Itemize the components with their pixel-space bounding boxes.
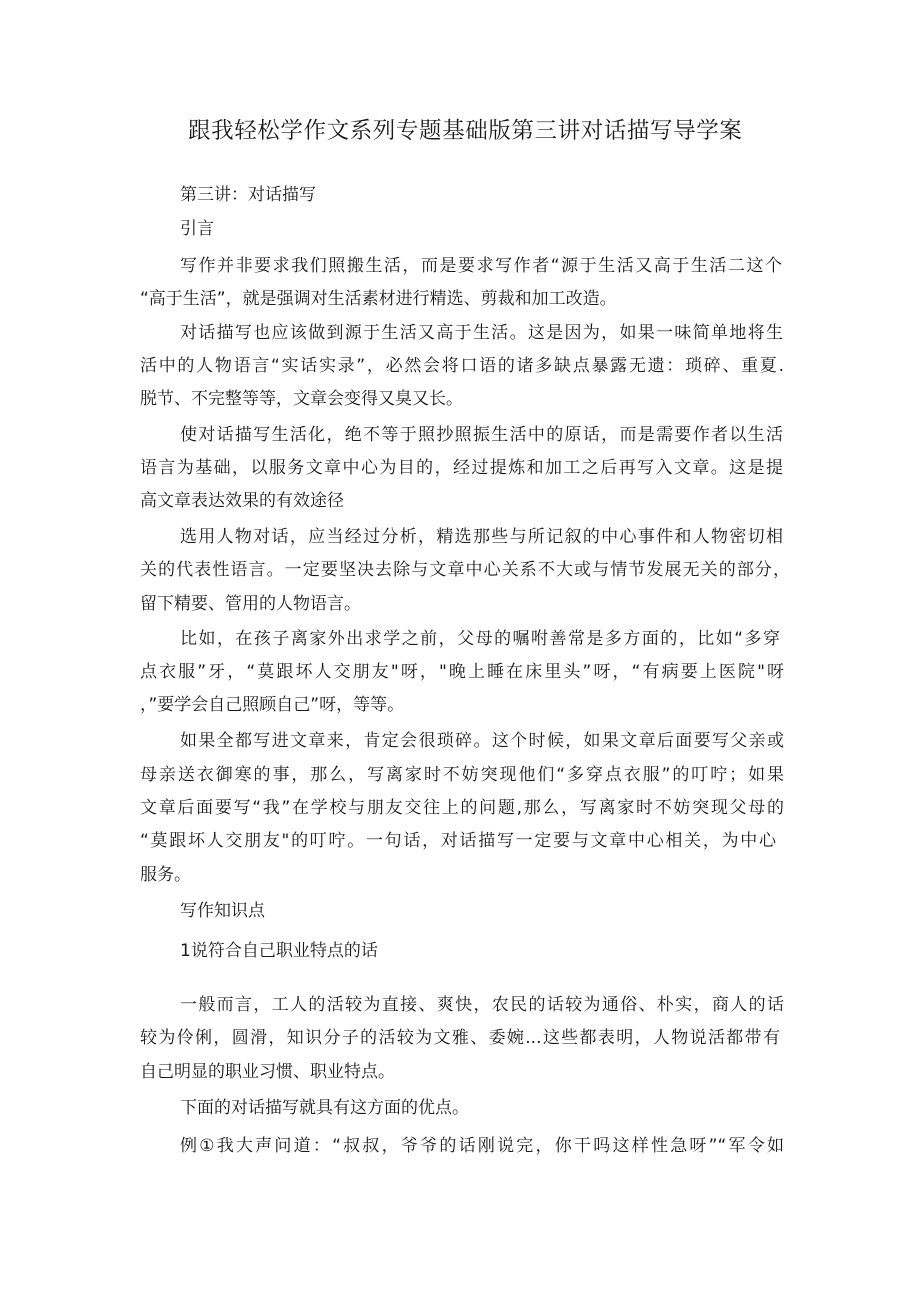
paragraph-line: “莫跟坏人交朋友"的叮咛。一句话，对话描写一定要与文章中心相关，为中心 [140, 831, 776, 851]
paragraph-line: 对话描写也应该做到源于生活又高于生活。这是因为，如果一味简单地将生 [180, 323, 783, 343]
subsection-heading: 1说符合自己职业特点的话 [180, 941, 378, 961]
paragraph-line: 脱节、不完整等等，文章会变得又臭又长。 [140, 389, 463, 409]
paragraph-line: 一般而言，工人的活较为直接、爽快，农民的话较为通俗、朴实，商人的话 [180, 995, 784, 1015]
paragraph-line: 选用人物对话，应当经过分析，精选那些与所记叙的中心事件和人物密切相 [180, 527, 783, 547]
paragraph-line: 文章后面要写“我”在学校与朋友交往上的问题,那么，写离家时不妨突现父母的 [140, 798, 784, 818]
section-heading-knowledge: 写作知识点 [180, 901, 265, 921]
paragraph-line: 比如，在孩子离家外出求学之前，父母的嘱咐善常是多方面的，比如“多穿 [180, 629, 780, 649]
paragraph-line: 自己明显的职业习惯、职业特点。 [140, 1062, 395, 1082]
document-title: 跟我轻松学作文系列专题基础版第三讲对话描写导学案 [188, 118, 743, 144]
paragraph-line: ，”要学会自己照顾自己”呀，等等。 [140, 695, 405, 715]
paragraph-line: 高文章表达效果的有效途径 [140, 491, 344, 511]
paragraph-line: 关的代表性语言。一定要坚决去除与文章中心关系不大或与情节发展无关的部分， [140, 560, 790, 580]
paragraph-line: 留下精要、管用的人物语言。 [140, 594, 361, 614]
paragraph-line: 活中的人物语言“实话实录”，必然会将口语的诸多缺点暴露无遗：琐碎、重夏. [140, 356, 784, 376]
paragraph-line: 较为伶俐，圆滑，知识分子的活较为文雅、委婉...这些都表明，人物说活都带有 [140, 1028, 780, 1048]
paragraph-line: 下面的对话描写就具有这方面的优点。 [180, 1098, 469, 1118]
paragraph-line: 写作并非要求我们照搬生活，而是要求写作者“源于生活又高于生活二这个 [180, 256, 782, 276]
section-heading-intro: 引言 [180, 219, 214, 239]
paragraph-line: 如果全都写进文章来，肯定会很琐碎。这个时候，如果文章后面要写父亲或 [180, 731, 784, 751]
paragraph-line: 语言为基础，以服务文章中心为目的，经过提炼和加工之后再写入文章。这是提 [140, 458, 783, 478]
example-line: 例①我大声问道：“叔叔，爷爷的话刚说完，你干吗这样性急呀”“军令如 [180, 1136, 784, 1156]
paragraph-line: 点衣服”牙，“莫跟坏人交朋友"呀，"晚上睡在床里头”呀，“有病要上医院"呀 [140, 662, 784, 682]
paragraph-line: 使对话描写生活化，绝不等于照抄照振生活中的原话，而是需要作者以生活 [180, 425, 783, 445]
paragraph-line: 母亲送衣御寒的事，那么，写离家时不妨突现他们“多穿点衣服”的叮咛；如果 [140, 765, 784, 785]
lecture-heading: 第三讲：对话描写 [180, 185, 316, 205]
paragraph-line: 服务。 [140, 865, 191, 885]
paragraph-line: “高于生活”，就是强调对生活素材进行精选、剪裁和加工改造。 [140, 289, 617, 309]
